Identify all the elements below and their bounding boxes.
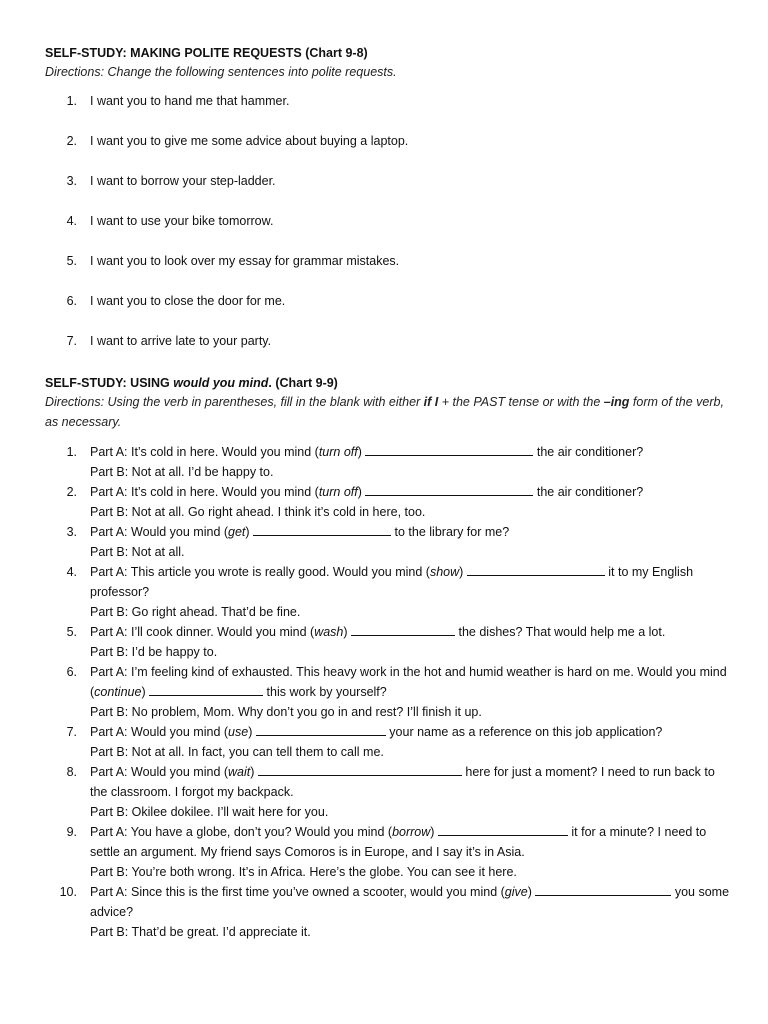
answer-blank[interactable] [149, 683, 263, 696]
directions-bold: –ing [603, 395, 630, 409]
list-item [45, 212, 735, 252]
part-a-text: your name as a reference on this job application? [385, 725, 663, 739]
item-number: 2. [66, 485, 77, 499]
part-a-text: Part A: I’m feeling kind of exhausted. This heavy work in the hot and humid weather is hard on me. Would you mind ( [90, 665, 727, 699]
section2-directions [45, 392, 735, 432]
item-text: I want you to give me some advice about buying a laptop. [90, 134, 409, 148]
list-item [45, 762, 735, 822]
item-text: I want you to hand me that hammer. [90, 94, 290, 108]
answer-blank[interactable] [467, 563, 605, 576]
item-text: I want to borrow your step-ladder. [90, 174, 276, 188]
verb: turn off [318, 485, 358, 499]
part-a-text: this work by yourself? [263, 685, 387, 699]
verb: show [429, 565, 460, 579]
title-part: . (Chart 9-9) [268, 376, 338, 390]
item-text: I want to arrive late to your party. [90, 334, 272, 348]
part-b: Part B: Not at all. I’d be happy to. [90, 465, 274, 479]
part-a [90, 662, 735, 702]
section1-directions: Directions: Change the following sentences into polite requests. [45, 65, 397, 79]
item-number: 6. [66, 665, 77, 679]
part-a-text: Part A: Would you mind ( [90, 525, 229, 539]
answer-blank[interactable] [351, 623, 455, 636]
section1-list [45, 92, 735, 372]
directions-bold: if I [423, 395, 439, 409]
item-number: 9. [66, 825, 77, 839]
section2-title [45, 374, 735, 392]
part-b: Part B: Go right ahead. That’d be fine. [90, 605, 301, 619]
part-a-text: ) [250, 765, 258, 779]
part-a-text: it to my English professor? [90, 565, 694, 599]
item-number: 3. [66, 525, 77, 539]
part-b: Part B: Not at all. Go right ahead. I think it’s cold in here, too. [90, 505, 426, 519]
worksheet-page [45, 44, 735, 942]
part-a-text: ) [245, 525, 254, 539]
part-a-text: Part A: This article you wrote is really good. Would you mind ( [90, 565, 430, 579]
item-text: I want you to close the door for me. [90, 294, 286, 308]
part-a-text: ) [357, 485, 366, 499]
answer-blank[interactable] [438, 823, 568, 836]
verb: give [504, 885, 528, 899]
part-a [90, 482, 735, 502]
title-part: SELF-STUDY: USING [45, 376, 174, 390]
verb: wash [314, 625, 344, 639]
list-item [45, 332, 735, 372]
directions-part: + the PAST tense or with the [438, 395, 604, 409]
answer-blank[interactable] [535, 883, 671, 896]
part-a-text: to the library for me? [391, 525, 510, 539]
answer-blank[interactable] [256, 723, 386, 736]
list-item [45, 622, 735, 662]
list-item [45, 822, 735, 882]
answer-blank[interactable] [258, 763, 462, 776]
list-item [45, 482, 735, 522]
part-a-text: ) [357, 445, 366, 459]
item-text: I want you to look over my essay for grammar mistakes. [90, 254, 400, 268]
part-b: Part B: You’re both wrong. It’s in Africa. Here’s the globe. You can see it here. [90, 865, 517, 879]
part-b: Part B: That’d be great. I’d appreciate it. [90, 925, 311, 939]
part-a [90, 722, 735, 742]
list-item [45, 442, 735, 482]
part-a-text: ) [343, 625, 352, 639]
list-item [45, 92, 735, 132]
part-a [90, 822, 735, 862]
part-b: Part B: No problem, Mom. Why don’t you go in and rest? I’ll finish it up. [90, 705, 482, 719]
list-item [45, 172, 735, 212]
part-a-text: you some advice? [90, 885, 730, 919]
list-item [45, 132, 735, 172]
section-polite-requests [45, 44, 735, 372]
part-a-text: ) [248, 725, 256, 739]
verb: borrow [392, 825, 431, 839]
verb: use [228, 725, 249, 739]
part-a-text: Part A: I’ll cook dinner. Would you mind ( [90, 625, 315, 639]
item-number: 6. [66, 294, 77, 308]
part-a-text: Part A: Would you mind ( [90, 725, 229, 739]
part-a-text: it for a minute? I need to settle an argument. My friend says Comoros is in Europe, and I say it’s in Asia. [90, 825, 707, 859]
directions-part: form of the verb, as necessary. [45, 395, 724, 429]
part-a-text: Part A: Would you mind ( [90, 765, 229, 779]
part-a-text: Part A: You have a globe, don’t you? Would you mind ( [90, 825, 393, 839]
answer-blank[interactable] [365, 443, 533, 456]
part-a [90, 622, 735, 642]
item-number: 8. [66, 765, 77, 779]
answer-blank[interactable] [365, 483, 533, 496]
item-number: 4. [66, 214, 77, 228]
part-a-text: the dishes? That would help me a lot. [455, 625, 666, 639]
part-a-text: ) [527, 885, 536, 899]
item-number: 2. [66, 134, 77, 148]
section1-title: SELF-STUDY: MAKING POLITE REQUESTS (Chart 9-8) [45, 46, 368, 60]
list-item [45, 722, 735, 762]
section-would-you-mind [45, 374, 735, 942]
answer-blank[interactable] [253, 523, 391, 536]
part-b: Part B: Not at all. In fact, you can tell them to call me. [90, 745, 384, 759]
item-number: 7. [66, 725, 77, 739]
part-a-text: Part A: It’s cold in here. Would you mind ( [90, 485, 319, 499]
part-a-text: here for just a moment? I need to run back to the classroom. I forgot my backpack. [90, 765, 715, 799]
part-a [90, 442, 735, 462]
item-number: 10. [59, 885, 77, 899]
item-number: 5. [66, 254, 77, 268]
part-a-text: the air conditioner? [533, 445, 644, 459]
list-item [45, 522, 735, 562]
part-a-text: ) [459, 565, 467, 579]
part-b: Part B: Okilee dokilee. I’ll wait here for you. [90, 805, 329, 819]
verb: get [228, 525, 246, 539]
list-item [45, 562, 735, 622]
item-number: 7. [66, 334, 77, 348]
item-number: 5. [66, 625, 77, 639]
list-item [45, 662, 735, 722]
item-number: 4. [66, 565, 77, 579]
list-item [45, 882, 735, 942]
item-number: 1. [66, 445, 77, 459]
part-b: Part B: I’d be happy to. [90, 645, 218, 659]
verb: wait [228, 765, 251, 779]
item-number: 1. [66, 94, 77, 108]
verb: turn off [318, 445, 358, 459]
part-a-text: the air conditioner? [533, 485, 644, 499]
directions-part: Directions: Using the verb in parentheses, fill in the blank with either [45, 395, 424, 409]
part-a [90, 882, 735, 922]
list-item [45, 292, 735, 332]
part-b: Part B: Not at all. [90, 545, 185, 559]
part-a-text: Part A: Since this is the first time you’ve owned a scooter, would you mind ( [90, 885, 505, 899]
item-number: 3. [66, 174, 77, 188]
section2-list [45, 442, 735, 942]
part-a [90, 522, 735, 542]
part-a-text: ) [141, 685, 150, 699]
list-item [45, 252, 735, 292]
item-text: I want to use your bike tomorrow. [90, 214, 274, 228]
title-emphasis: would you mind [173, 376, 269, 390]
part-a-text: Part A: It’s cold in here. Would you mind ( [90, 445, 319, 459]
verb: continue [94, 685, 142, 699]
part-a [90, 562, 735, 602]
part-a [90, 762, 735, 802]
part-a-text: ) [430, 825, 438, 839]
